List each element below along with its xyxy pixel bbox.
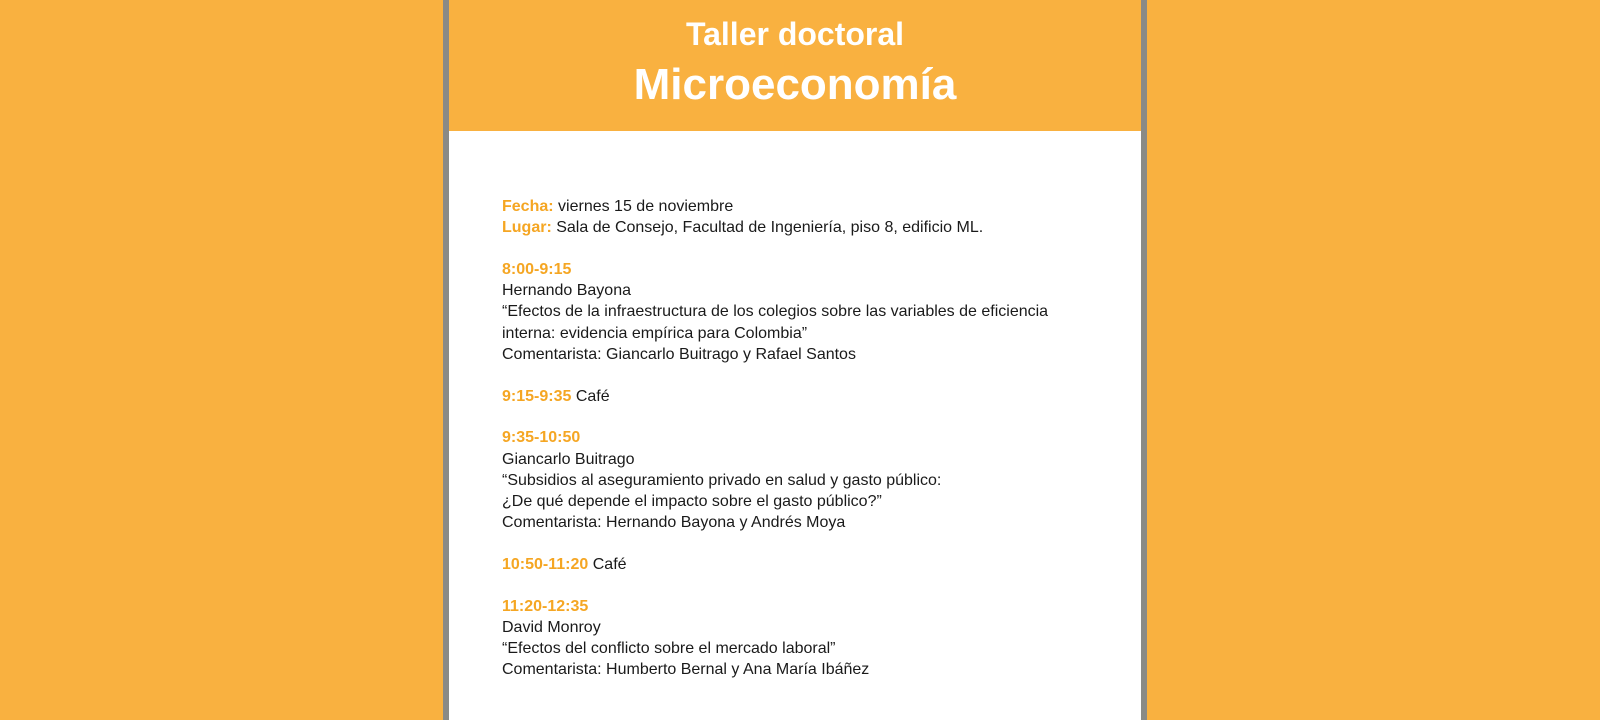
break-time: 9:15-9:35: [502, 387, 572, 405]
session-speaker: Giancarlo Buitrago: [502, 450, 635, 468]
session-commentators: Comentarista: Humberto Bernal y Ana María Ibáñez: [502, 661, 870, 679]
session-1: [502, 259, 1122, 365]
session-speaker: Hernando Bayona: [502, 282, 631, 300]
session-title-line: “Efectos del conflicto sobre el mercado laboral”: [502, 640, 836, 658]
session-2: [502, 427, 1122, 533]
session-title-line: “Subsidios al aseguramiento privado en salud y gasto público:: [502, 471, 942, 489]
session-3: [502, 596, 1122, 681]
session-title-line: “Efectos de la infraestructura de los colegios sobre las variables de eficiencia: [502, 303, 1049, 321]
session-commentators: Comentarista: Hernando Bayona y Andrés Moya: [502, 514, 846, 532]
venue-line: [502, 217, 1122, 238]
session-time: 9:35-10:50: [502, 429, 581, 447]
session-time: 8:00-9:15: [502, 261, 572, 278]
document-page: [443, 0, 1147, 720]
session-title-line: interna: evidencia empírica para Colombia”: [502, 324, 808, 342]
date-line: [502, 196, 1122, 217]
page-header: [449, 0, 1141, 131]
session-commentators: Comentarista: Giancarlo Buitrago y Rafael Santos: [502, 345, 856, 363]
venue-value: Sala de Consejo, Facultad de Ingeniería, piso 8, edificio ML.: [556, 219, 984, 237]
page-title: Microeconomía: [633, 60, 957, 109]
break-label: Café: [575, 387, 610, 405]
break-time: 10:50-11:20: [502, 556, 589, 574]
break-2: [502, 554, 1122, 575]
session-title-line: ¿De qué depende el impacto sobre el gasto público?”: [502, 493, 882, 511]
date-value: viernes 15 de noviembre: [558, 198, 734, 215]
break-1: [502, 386, 1122, 407]
header-subtitle: Taller doctoral: [685, 16, 905, 52]
date-label: Fecha:: [502, 198, 554, 215]
session-speaker: David Monroy: [502, 619, 601, 637]
venue-label: Lugar:: [502, 219, 552, 237]
session-time: 11:20-12:35: [502, 597, 589, 615]
event-content: [502, 196, 1122, 681]
break-label: Café: [592, 556, 627, 574]
